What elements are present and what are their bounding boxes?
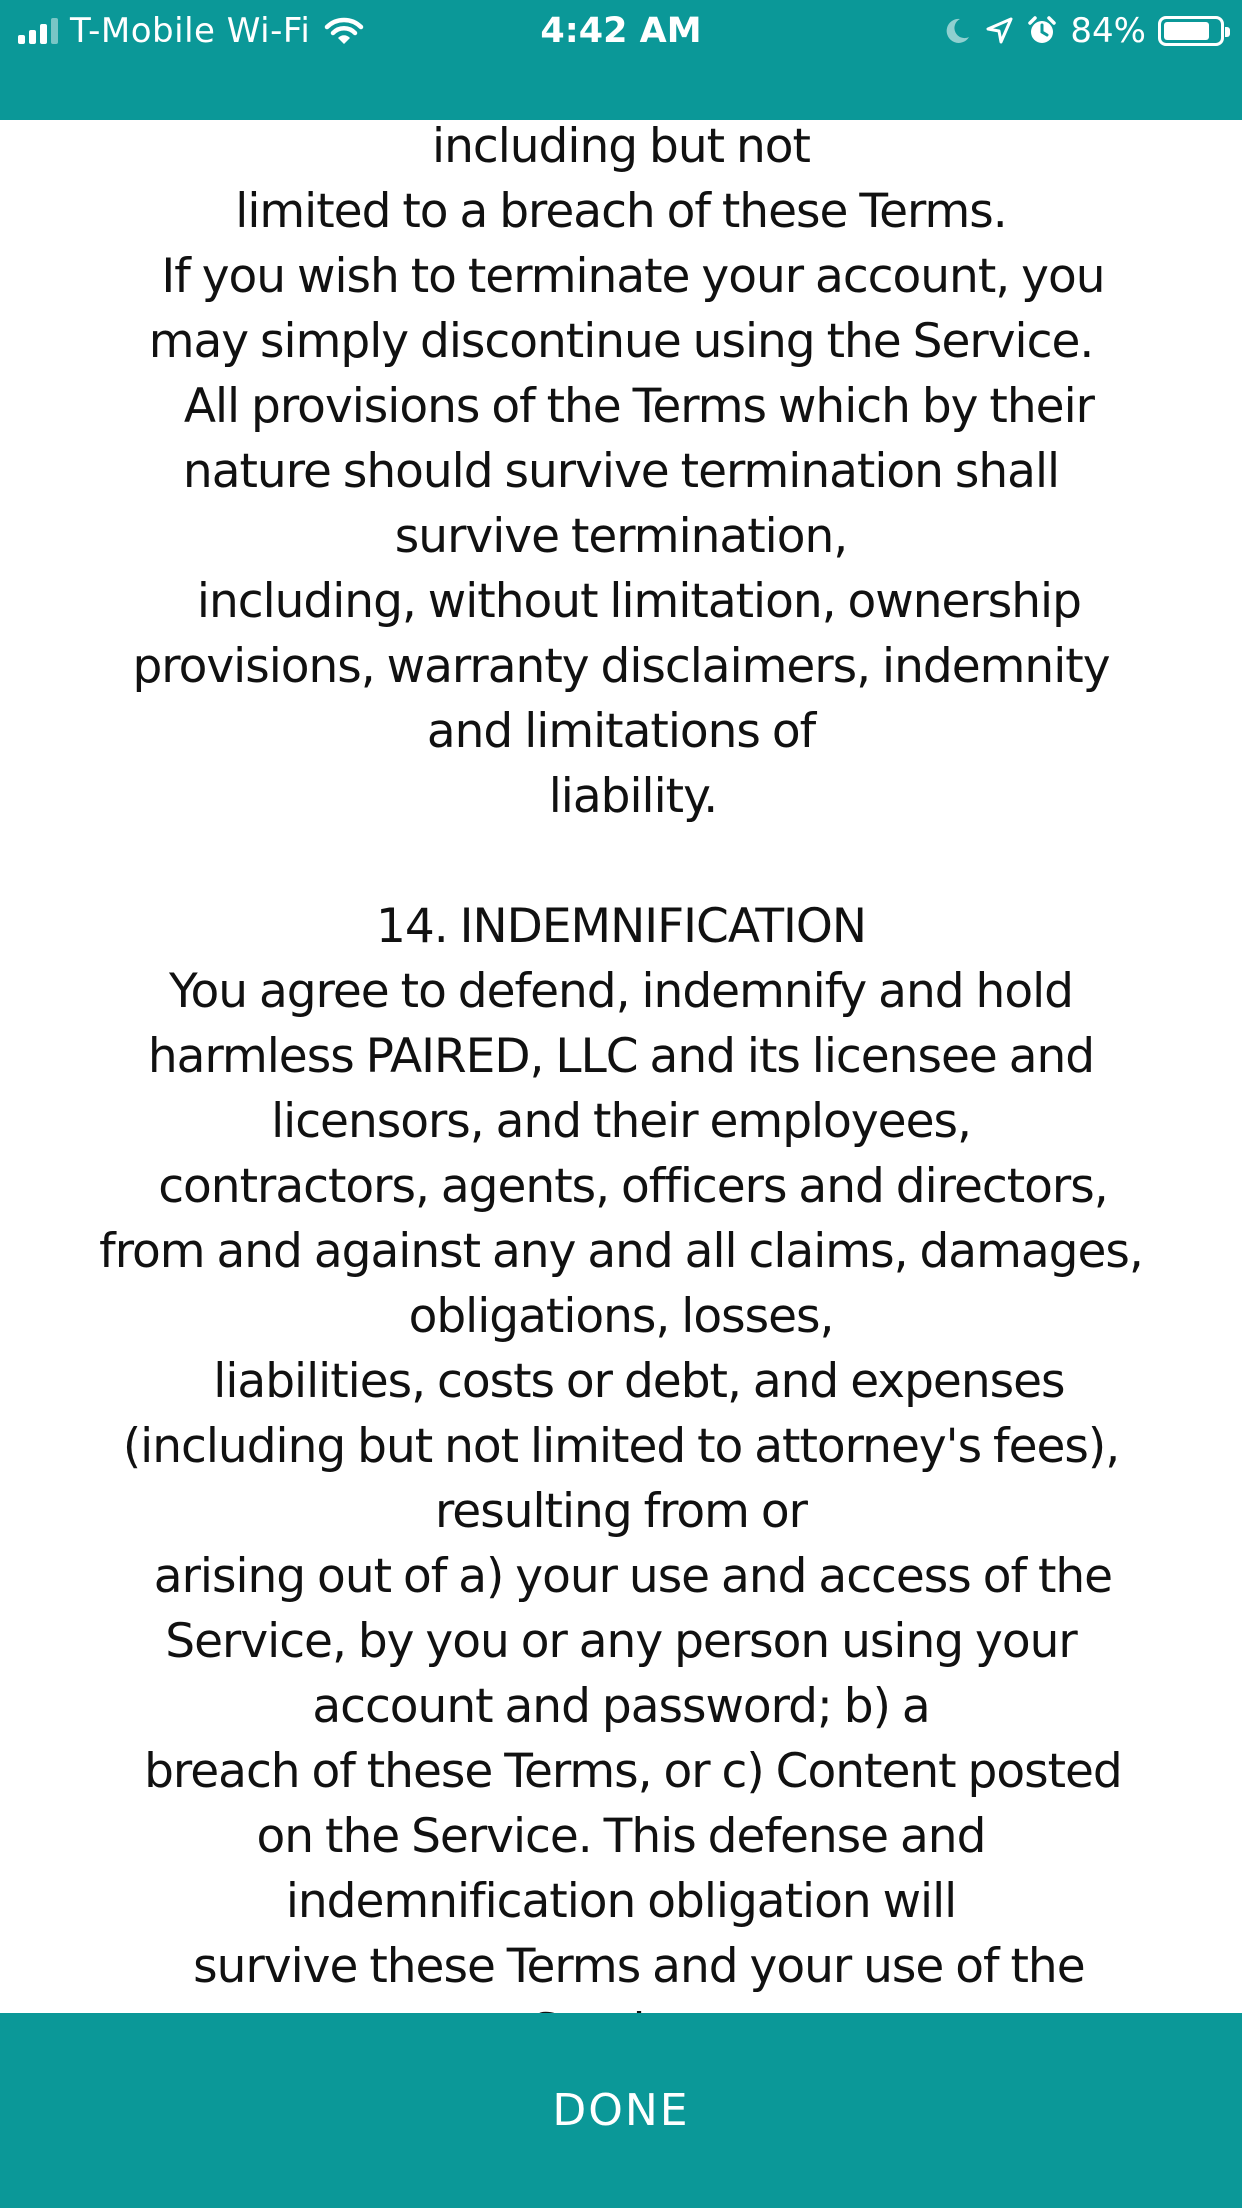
- terms-line: All provisions of the Terms which by their: [148, 379, 1094, 434]
- terms-line: indemnification obligation will: [285, 1874, 957, 1929]
- terms-line: on the Service. This defense and: [256, 1809, 986, 1864]
- terms-line: provisions, warranty disclaimers, indemnity: [132, 639, 1110, 694]
- terms-line: Service, by you or any person using your: [165, 1614, 1077, 1669]
- terms-line: from and against any and all claims, damages,: [99, 1224, 1143, 1279]
- alarm-icon: [1026, 15, 1058, 47]
- status-bar: [0, 0, 1242, 120]
- terms-line: including, without limitation, ownership: [161, 574, 1081, 629]
- terms-line: contractors, agents, officers and directors,: [134, 1159, 1108, 1214]
- battery-percent: 84%: [1070, 11, 1146, 51]
- terms-line: breach of these Terms, or c) Content posted: [120, 1744, 1122, 1799]
- terms-line: You agree to defend, indemnify and hold: [169, 964, 1073, 1019]
- terms-line: liabilities, costs or debt, and expenses: [177, 1354, 1065, 1409]
- terms-line: If you wish to terminate your account, you: [137, 249, 1105, 304]
- terms-line: 14. INDEMNIFICATION: [375, 899, 867, 954]
- terms-line: arising out of a) your use and access of the: [129, 1549, 1113, 1604]
- terms-line: liability.: [524, 769, 718, 824]
- terms-scroll-view[interactable]: [0, 120, 1242, 2013]
- terms-line: survive these Terms and your use of the: [157, 1939, 1085, 1994]
- terms-text: [0, 114, 1242, 2064]
- terms-line: resulting from or: [435, 1484, 807, 1539]
- battery-icon: [1158, 16, 1224, 46]
- location-arrow-icon: [984, 16, 1014, 46]
- carrier-name: T-Mobile Wi-Fi: [70, 11, 311, 51]
- terms-line: nature should survive termination shall: [182, 444, 1060, 499]
- terms-line: licensors, and their employees,: [271, 1094, 971, 1149]
- terms-line: obligations, losses,: [408, 1289, 834, 1344]
- terms-line: survive termination,: [394, 509, 848, 564]
- terms-line: including but not: [432, 119, 810, 174]
- terms-line: limited to a breach of these Terms.: [235, 184, 1007, 239]
- terms-line: and limitations of: [426, 704, 816, 759]
- terms-line: (including but not limited to attorney's fees),: [122, 1419, 1120, 1474]
- moon-icon: [942, 16, 972, 46]
- terms-line: harmless PAIRED, LLC and its licensee and: [147, 1029, 1095, 1084]
- done-button[interactable]: DONE: [0, 2013, 1242, 2208]
- status-right: [942, 8, 1224, 54]
- terms-line: may simply discontinue using the Service.: [148, 314, 1094, 369]
- blank-line: [0, 829, 1242, 894]
- clock-time: 4:42 AM: [540, 11, 702, 51]
- terms-line: account and password; b) a: [312, 1679, 930, 1734]
